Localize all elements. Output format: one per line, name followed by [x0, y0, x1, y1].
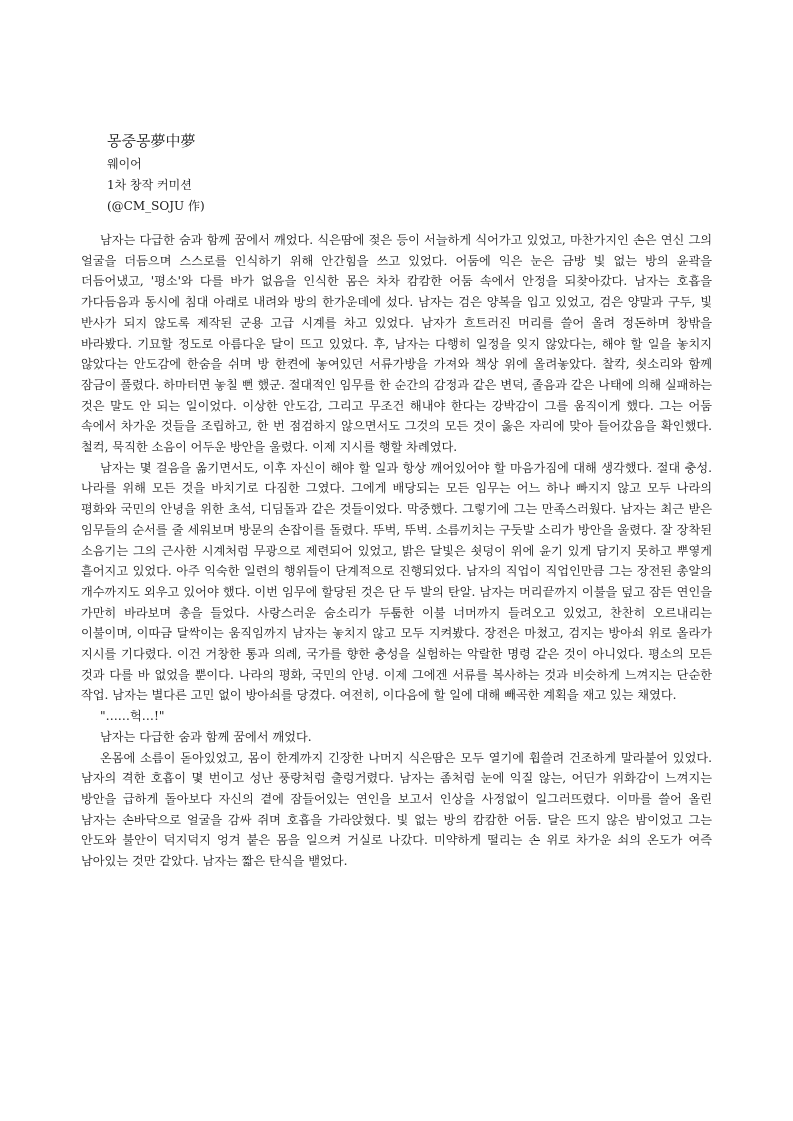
body-paragraph: 온몸에 소름이 돋아있었고, 몸이 한계까지 긴장한 나머지 식은땀은 모두 열기에 휩쓸려 건조하게 말라붙어 있었다. 남자의 격한 호흡이 몇 번이고 성난 풍랑처럼 출렁거렸다. 남자는 좀처럼 눈에 익질 않는, 어딘가 위화감이 느껴지는 방안을 급하게 돌아보다 자신의 곁에 잠들어있는 연인을 보고서 인상을 사정없이 일그러뜨렸다. 이마를 쓸어 올린 남자는 손바닥으로 얼굴을 감싸 쥐며 호흡을 가라앉혔다. 빛 없는 방의 캄캄한 어둠. 달은 뜨지 않은 밤이었고 그는 안도와 불안이 덕지덕지 엉겨 붙은 몸을 일으켜 거실로 나갔다. 미약하게 떨리는 손 위로 차가운 쇠의 온도가 여즉 남아있는 것만 같았다. 남자는 짧은 탄식을 뱉었다.	[81, 750, 712, 869]
document-body	[81, 230, 712, 872]
dialogue-line: "……헉…!"	[100, 709, 165, 724]
document-header	[107, 130, 205, 217]
body-paragraph: 남자는 몇 걸음을 옮기면서도, 이후 자신이 해야 할 일과 항상 깨어있어야 할 마음가짐에 대해 생각했다. 절대 충성. 나라를 위해 모든 것을 바치기로 다짐한 그였다. 그에게 배당되는 모든 임무는 어느 하나 빠지지 않고 모두 나라의 평화와 국민의 안녕을 위한 초석, 디딤돌과 같은 것들이었다. 막중했다. 그렇기에 그는 만족스러웠다. 남자는 최근 받은 임무들의 순서를 줄 세워보며 방문의 손잡이를 돌렸다. 뚜벅, 뚜벅. 소름끼치는 구둣발 소리가 방안을 울렸다. 잘 장착된 소음기는 그의 근사한 시계처럼 무광으로 제련되어 있었고, 밝은 달빛은 쇳덩이 위에 윤기 있게 담기지 못하고 뿌옇게 흩어지고 있었다. 아주 익숙한 일련의 행위들이 단계적으로 진행되었다. 남자의 직업이 직업인만큼 그는 장전된 총알의 개수까지도 외우고 있어야 했다. 이번 임무에 할당된 것은 단 두 발의 탄알. 남자는 머리끝까지 이불을 덮고 잠든 연인을 가만히 바라보며 총을 들었다. 사랑스러운 숨소리가 두툼한 이불 너머까지 들려오고 있었고, 찬찬히 오르내리는 이불이며, 이따금 달싹이는 움직임까지 남자는 놓치지 않고 모두 지켜봤다. 장전은 마쳤고, 검지는 방아쇠 위로 올라가 지시를 기다렸다. 이건 거창한 통과 의례, 국가를 향한 충성을 실험하는 악랄한 명령 같은 것이 아니었다. 평소의 모든 것과 다를 바 없었을 뿐이다. 나라의 평화, 국민의 안녕. 이제 그에겐 서류를 복사하는 것과 비슷하게 느껴지는 단순한 작업. 남자는 별다른 고민 없이 방아쇠를 당겼다. 여전히, 이다음에 할 일에 대해 빼곡한 계획을 재고 있는 채였다.	[81, 460, 712, 703]
commission-line: 1차 창작 커미션	[107, 178, 192, 192]
body-paragraph: 남자는 다급한 숨과 함께 꿈에서 깨었다. 식은땀에 젖은 등이 서늘하게 식어가고 있었고, 마찬가지인 손은 연신 그의 얼굴을 더듬으며 스스로를 인식하기 위해 안간힘을 쓰고 있었다. 어둠에 익은 눈은 금방 빛 없는 방의 윤곽을 더듬어냈고, '평소'와 다를 바가 없음을 인식한 몸은 차차 캄캄한 어둠 속에서 안정을 되찾아갔다. 남자는 호흡을 가다듬음과 동시에 침대 아래로 내려와 방의 한가운데에 섰다. 남자는 검은 양복을 입고 있었고, 검은 양말과 구두, 빛 반사가 되지 않도록 제작된 군용 고급 시계를 차고 있었다. 남자가 흐트러진 머리를 쓸어 올려 정돈하며 창밖을 바라봤다. 기묘할 정도로 아름다운 달이 뜨고 있었다. 후, 남자는 다행히 일정을 잊지 않았다는, 해야 할 일을 놓치지 않았다는 안도감에 한숨을 쉬며 방 한켠에 놓여있던 서류가방을 가져와 책상 위에 올려놓았다. 찰칵, 쇳소리와 함께 잠금이 풀렸다. 하마터면 놓칠 뻔 했군. 절대적인 임무를 한 순간의 감정과 같은 변덕, 졸음과 같은 나태에 의해 실패하는 것은 말도 안 되는 일이었다. 이상한 안도감, 그리고 무조건 해내야 한다는 강박감이 그를 움직이게 했다. 그는 어둠 속에서 차가운 것들을 조립하고, 한 번 점검하지 않으면서도 그것의 모든 것이 옳은 자리에 맞아 들어갔음을 확인했다. 철컥, 묵직한 소음이 어두운 방안을 울렸다. 이제 지시를 행할 차례였다.	[81, 233, 712, 455]
credit-line: (@CM_SOJU 作)	[107, 199, 205, 213]
author-line: 웨이어	[107, 157, 142, 171]
document-title: 몽중몽夢中夢	[107, 132, 196, 150]
body-paragraph: 남자는 다급한 숨과 함께 꿈에서 깨었다.	[100, 729, 312, 744]
